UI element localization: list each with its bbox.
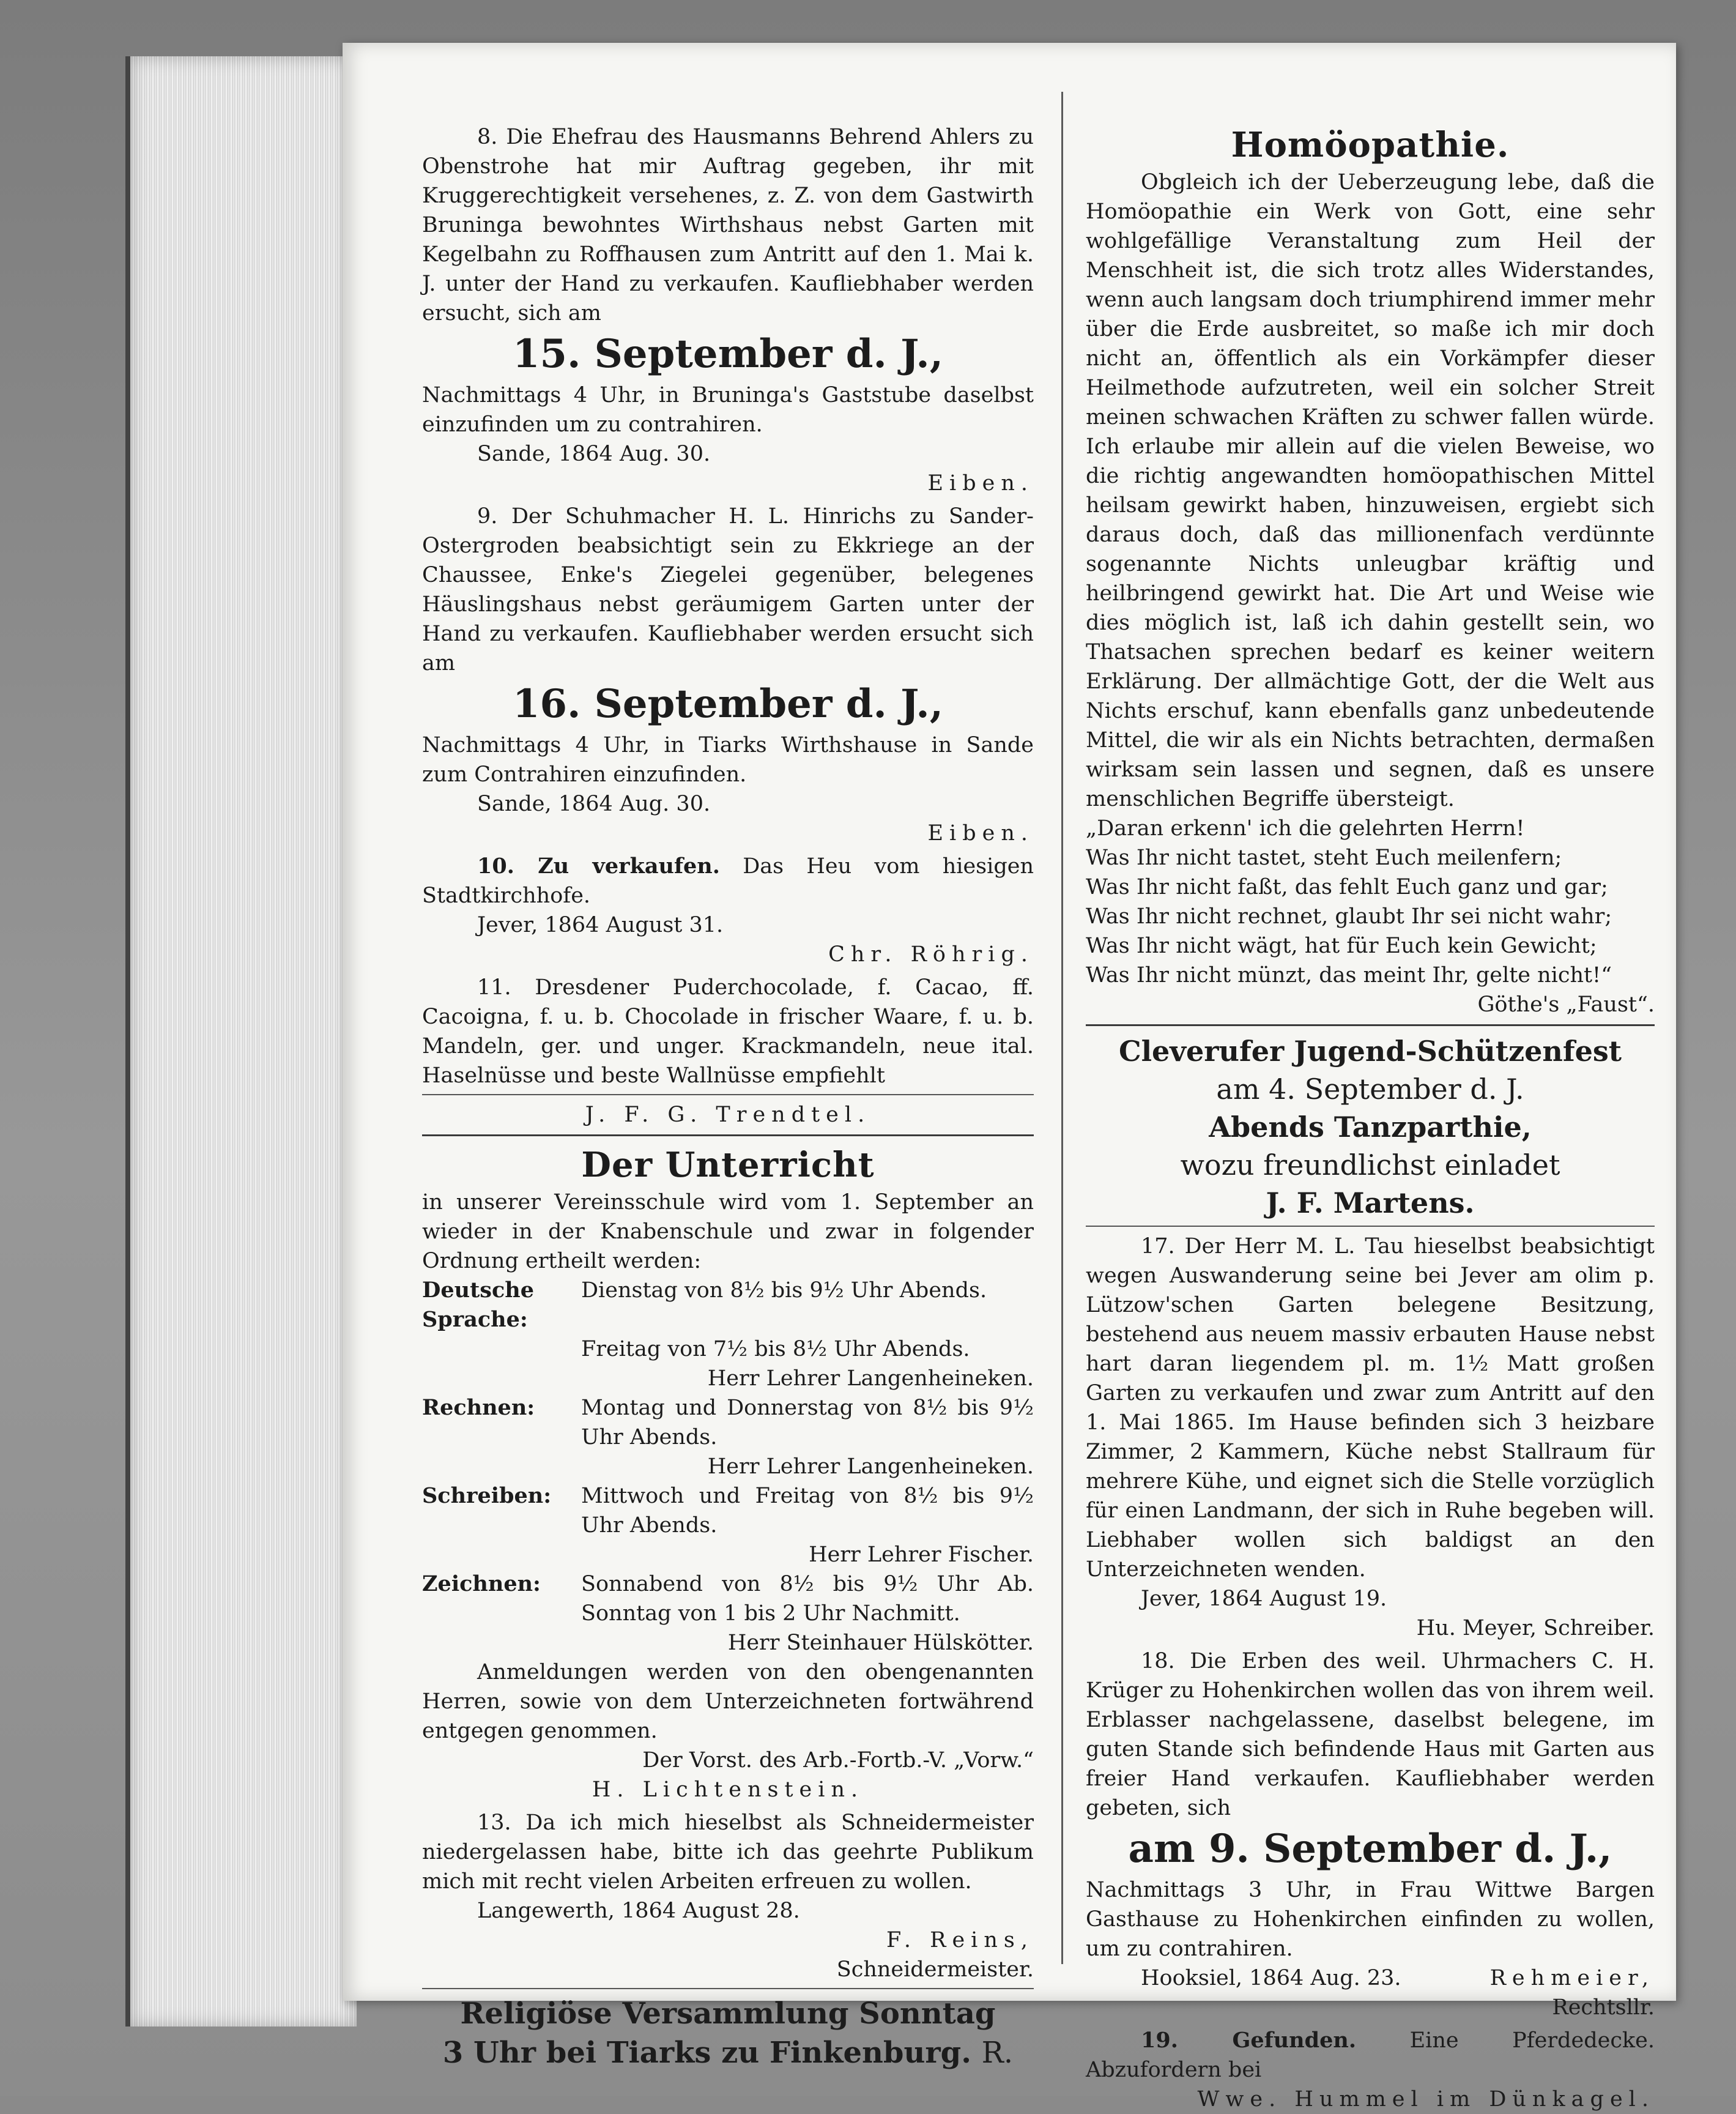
- schedule-time: Mittwoch und Freitag von 8½ bis 9½ Uhr Abends.: [581, 1484, 1034, 1538]
- schedule-row: [422, 1393, 1034, 1452]
- book-page-edges: [125, 56, 357, 2027]
- unterricht-notice: [422, 1142, 1034, 1804]
- ad-8-place: Sande, 1864 Aug. 30.: [477, 442, 711, 466]
- ad-18-after: Nachmittags 3 Uhr, in Frau Wittwe Bargen Gasthause zu Hohenkirchen einfinden zu wollen, um zu contrahiren.: [1086, 1878, 1655, 1961]
- ad-8-body: 8. Die Ehefrau des Hausmanns Behrend Ahlers zu Obenstrohe hat mir Auftrag gegeben, ihr mit Kruggerechtigkeit versehenes, z. Z. von dem Gastwirth Bruninga bewohntes Wirthshaus nebst Garten mit Kegelbahn zu Roffhausen zum Antritt auf den 1. Mai k. J. unter der Hand zu verkaufen. Kaufliebhaber werden ersucht, sich am: [422, 125, 1034, 326]
- schuetzenfest-line-4: wozu freundlichst einladet: [1180, 1148, 1560, 1182]
- ad-9-date: 16. September d. J.,: [513, 681, 943, 727]
- poem-line: Was Ihr nicht münzt, das meint Ihr, gelte nicht!“: [1086, 963, 1612, 988]
- homoeopathie-heading: Homöopathie.: [1231, 125, 1510, 165]
- unterricht-outro: Anmeldungen werden von den obengenannten Herren, sowie von dem Unterzeichneten fortwährend entgegen genommen.: [422, 1660, 1034, 1743]
- ad-18-place-signer: [1086, 1963, 1655, 1993]
- schedule-row: [422, 1364, 1034, 1393]
- religious-line-1: Religiöse Versammlung Sonntag: [460, 1997, 996, 2031]
- schedule-teacher: Herr Lehrer Langenheineken.: [707, 1454, 1034, 1479]
- ad-18-signer-title: Rechtsllr.: [1552, 1995, 1655, 2020]
- ad-10: [422, 852, 1034, 969]
- ad-17-signer: Hu. Meyer, Schreiber.: [1416, 1616, 1655, 1640]
- schuetzenfest-rule: [1086, 1024, 1655, 1026]
- schedule-teacher: Herr Steinhauer Hülskötter.: [727, 1631, 1034, 1655]
- religious-mark: R.: [981, 2036, 1014, 2070]
- unterricht-signer-title: Der Vorst. des Arb.-Fortb.-V. „Vorw.“: [642, 1748, 1034, 1773]
- unterricht-heading: Der Unterricht: [581, 1145, 875, 1185]
- schuetzenfest-line-1: Cleverufer Jugend-Schützenfest: [1118, 1035, 1622, 1068]
- ad-19: [1086, 2026, 1655, 2114]
- schedule-time: Dienstag von 8½ bis 9½ Uhr Abends.: [581, 1278, 987, 1303]
- schedule-teacher: Herr Lehrer Langenheineken.: [707, 1366, 1034, 1391]
- schuetzenfest-line-3: Abends Tanzparthie,: [1209, 1111, 1532, 1144]
- ad-9-place: Sande, 1864 Aug. 30.: [477, 792, 711, 816]
- schedule-subject: [422, 1452, 581, 1481]
- poem-line: Was Ihr nicht rechnet, glaubt Ihr sei nicht wahr;: [1086, 904, 1612, 929]
- right-column: [1086, 122, 1655, 2112]
- ad-11-signer: J. F. G. Trendtel.: [585, 1103, 871, 1127]
- schedule-subject: Deutsche Sprache:: [422, 1278, 534, 1332]
- ad-11: [422, 973, 1034, 1130]
- ad-13-signer: F. Reins,: [886, 1928, 1034, 1952]
- ad-18-signer: Rehmeier,: [1489, 1966, 1655, 1990]
- homoeopathie-body: Obgleich ich der Ueberzeugung lebe, daß die Homöopathie ein Werk von Gott, eine sehr wohlgefällige Veranstaltung zum Heil der Menschheit ist, die sich trotz alles Widerstandes, wenn auch langsam doch triumphirend immer mehr über die Erde ausbreitet, so maße ich mir doch nicht an, öffentlich als ein Vorkämpfer dieser Heilmethode aufzutreten, weil ein solcher Streit meinen schwachen Kräften zu schwer fallen würde. Ich erlaube mir allein auf die vielen Beweise, wo die richtig angewandten homöopathischen Mittel heilsam gewirkt haben, hinzuweisen, ergiebt sich daraus doch, daß das millionenfach verdünnte sogenannte Nichts unleugbar kräftig und heilbringend gewirkt hat. Die Art und Weise wie dies möglich ist, laß ich dahin gestellt sein, wo Thatsachen sprechen bedarf es keiner weitern Erklärung. Der allmächtige Gott, der die Welt aus Nichts erschuf, kann ebenfalls ganz unbedeutende Mittel, die wir als ein Nichts betrachten, dermaßen wirksam sein lassen und segnen, daß es unsere menschlichen Begriffe übersteigt.: [1086, 170, 1655, 811]
- religious-notice: [422, 1994, 1034, 2072]
- newspaper-page: [343, 43, 1676, 2112]
- schedule-row: [422, 1628, 1034, 1658]
- ad-13-body: 13. Da ich mich hieselbst als Schneidermeister niedergelassen habe, bitte ich das geehrte Publikum mich mit recht vielen Arbeiten erfreuen zu wollen.: [422, 1811, 1034, 1894]
- ad-17: [1086, 1232, 1655, 1643]
- schedule-time: Freitag von 7½ bis 8½ Uhr Abends.: [581, 1337, 970, 1361]
- schuetzenfest-line-5: J. F. Martens.: [1266, 1186, 1475, 1219]
- poem-line: Was Ihr nicht tastet, steht Euch meilenfern;: [1086, 846, 1562, 870]
- ad-10-text: [422, 852, 1034, 910]
- ad-10-signer: Chr. Röhrig.: [828, 942, 1034, 967]
- schedule-time: Sonnabend von 8½ bis 9½ Uhr Ab. Sonntag von 1 bis 2 Uhr Nachmitt.: [581, 1572, 1034, 1626]
- schedule-row: [422, 1334, 1034, 1364]
- ad-19-body: Eine Pferdedecke. Abzufordern bei: [1086, 2028, 1655, 2082]
- ad-8-after: Nachmittags 4 Uhr, in Bruninga's Gaststube daselbst einzufinden um zu contrahiren.: [422, 383, 1034, 437]
- ad-17-rule: [1086, 1226, 1655, 1227]
- ad-9: [422, 502, 1034, 848]
- ad-18-body: 18. Die Erben des weil. Uhrmachers C. H. Krüger zu Hohenkirchen wollen das von ihrem weil. Erblasser nachgelassene, daselbst belegene, im guten Stande sich befindende Haus mit Garten aus freier Hand verkaufen. Kaufliebhaber werden gebeten, sich: [1086, 1649, 1655, 1820]
- schuetzenfest-line-2: am 4. September d. J.: [1216, 1073, 1524, 1106]
- homoeopathie-source: Göthe's „Faust“.: [1477, 992, 1655, 1017]
- ad-17-place: Jever, 1864 August 19.: [1141, 1587, 1387, 1611]
- ad-11-rule: [422, 1094, 1034, 1095]
- poem-line: Was Ihr nicht wägt, hat für Euch kein Gewicht;: [1086, 934, 1597, 958]
- ad-8: [422, 122, 1034, 498]
- ad-19-text: [1086, 2026, 1655, 2085]
- religious-rule: [422, 1988, 1034, 1989]
- homoeopathie-poem: [1086, 814, 1655, 990]
- ad-19-signer: Wwe. Hummel im Dünkagel.: [1197, 2087, 1655, 2112]
- poem-line: Was Ihr nicht faßt, das fehlt Euch ganz und gar;: [1086, 875, 1608, 899]
- column-divider: [1061, 92, 1063, 1964]
- ad-10-body: Das Heu vom hiesigen Stadtkirchhofe.: [422, 854, 1034, 908]
- ad-13: [422, 1808, 1034, 1984]
- ad-9-signer: Eiben.: [927, 821, 1034, 846]
- ad-11-body: 11. Dresdener Puderchocolade, f. Cacao, ff. Cacoigna, f. u. b. Chocolade in frischer Waare, f. u. b. Mandeln, ger. und unger. Krackmandeln, neue ital. Haselnüsse und beste Wallnüsse empfiehlt: [422, 975, 1034, 1088]
- ad-13-signer-title: Schneidermeister.: [836, 1957, 1034, 1982]
- ad-13-place: Langewerth, 1864 August 28.: [477, 1899, 800, 1923]
- schedule-time: Montag und Donnerstag von 8½ bis 9½ Uhr Abends.: [581, 1396, 1034, 1450]
- homoeopathie-article: [1086, 122, 1655, 1019]
- ad-18: [1086, 1647, 1655, 2022]
- schedule-row: [422, 1540, 1034, 1569]
- ad-9-after: Nachmittags 4 Uhr, in Tiarks Wirthshause in Sande zum Contrahiren einzufinden.: [422, 733, 1034, 787]
- schedule-subject: [422, 1628, 581, 1658]
- schedule-subject: [422, 1334, 581, 1364]
- ad-10-label: 10. Zu verkaufen.: [477, 854, 720, 879]
- religious-line-2: [422, 2033, 1034, 2072]
- schedule-subject: [422, 1540, 581, 1569]
- schedule-subject: [422, 1364, 581, 1393]
- ad-18-place: Hooksiel, 1864 Aug. 23.: [1141, 1966, 1401, 1990]
- schedule-row: [422, 1569, 1034, 1628]
- ad-17-body: 17. Der Herr M. L. Tau hieselbst beabsichtigt wegen Auswanderung seine bei Jever am olim p. Lützow'schen Garten belegene Besitzung, bestehend aus neuem massiv erbauten Hause nebst hart daran liegendem pl. m. 1½ Matt großen Garten zu verkaufen und zwar zum Antritt auf den 1. Mai 1865. Im Hause befinden sich 3 heizbare Zimmer, 2 Kammern, Küche nebst Stallraum für mehrere Kühe, und eignet sich die Stelle vorzüglich für einen Landmann, der sich in Ruhe begeben will. Liebhaber wollen sich baldigst an den Unterzeichneten wenden.: [1086, 1234, 1655, 1582]
- unterricht-intro: in unserer Vereinsschule wird vom 1. September an wieder in der Knabenschule und zwar in folgender Ordnung ertheilt werden:: [422, 1190, 1034, 1273]
- schedule-row: [422, 1276, 1034, 1334]
- ad-9-body: 9. Der Schuhmacher H. L. Hinrichs zu Sander-Ostergroden beabsichtigt sein zu Ekkriege an der Chaussee, Enke's Ziegelei gegenüber, belegenes Häuslingshaus nebst geräumigem Garten unter der Hand zu verkaufen. Kaufliebhaber werden ersucht sich am: [422, 504, 1034, 676]
- ad-18-date: am 9. September d. J.,: [1128, 1826, 1612, 1872]
- left-column: [422, 122, 1034, 2070]
- schedule-row: [422, 1452, 1034, 1481]
- schuetzenfest-notice: [1086, 1032, 1655, 1222]
- schedule-subject: Zeichnen:: [422, 1571, 541, 1596]
- unterricht-signer: H. Lichtenstein.: [592, 1777, 864, 1802]
- ad-19-label: 19. Gefunden.: [1141, 2028, 1356, 2053]
- schedule-teacher: Herr Lehrer Fischer.: [809, 1543, 1034, 1567]
- religious-line-2-text: 3 Uhr bei Tiarks zu Finkenburg.: [442, 2036, 971, 2070]
- schedule-subject: Schreiben:: [422, 1483, 552, 1508]
- poem-line: „Daran erkenn' ich die gelehrten Herrn!: [1086, 816, 1525, 841]
- ad-10-place: Jever, 1864 August 31.: [477, 913, 724, 937]
- ad-8-date: 15. September d. J.,: [513, 331, 943, 377]
- section-rule: [422, 1134, 1034, 1136]
- schedule-subject: Rechnen:: [422, 1395, 535, 1420]
- unterricht-schedule: [422, 1276, 1034, 1658]
- schedule-row: [422, 1481, 1034, 1540]
- ad-8-signer: Eiben.: [927, 471, 1034, 496]
